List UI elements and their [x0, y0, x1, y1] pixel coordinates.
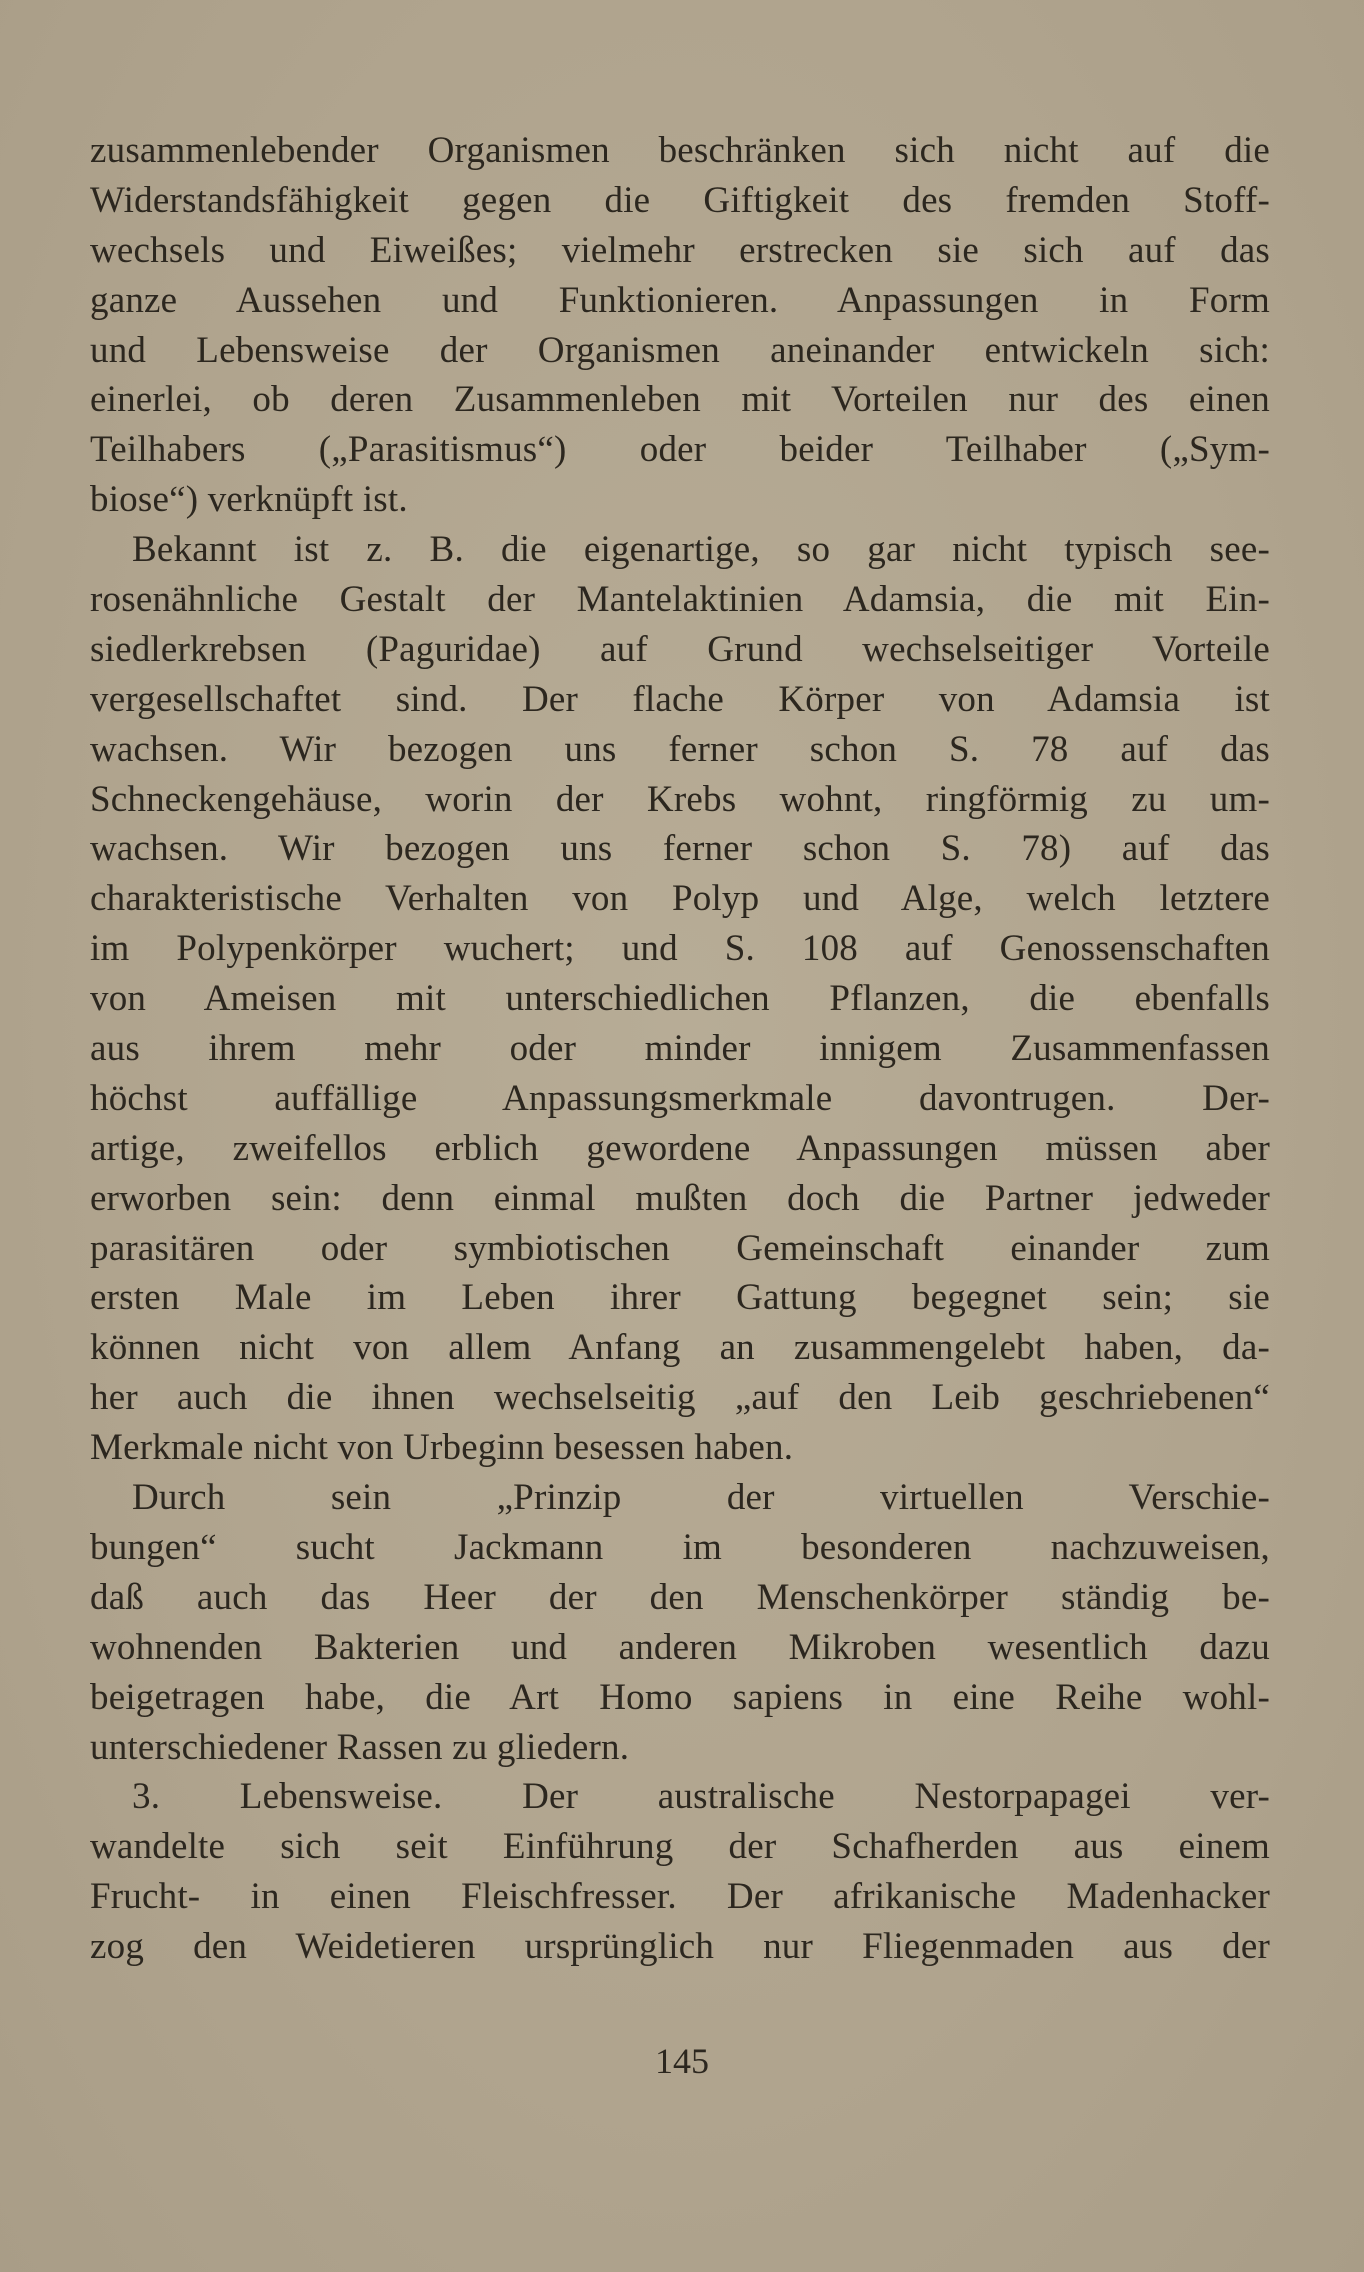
text-line: wechsels und Eiweißes; vielmehr erstrecken sie sich auf das [90, 229, 1270, 271]
text-line: her auch die ihnen wechselseitig „auf den Leib geschriebenen“ [90, 1377, 1270, 1419]
text-line: daß auch das Heer der den Menschenkörper ständig be- [90, 1576, 1270, 1618]
text-line: wachsen. Wir bezogen uns ferner schon S. 78 auf das [90, 728, 1270, 770]
text-line: und Lebensweise der Organismen aneinander entwickeln sich: [90, 329, 1270, 371]
page-number: 145 [655, 2041, 709, 2081]
body-text [90, 126, 1270, 1972]
text-line: wohnenden Bakterien und anderen Mikroben wesentlich dazu [90, 1626, 1270, 1668]
text-line: Bekannt ist z. B. die eigenartige, so gar nicht typisch see- [132, 529, 1270, 571]
text-line: Merkmale nicht von Urbeginn besessen haben. [90, 1427, 794, 1469]
text-line: zusammenlebender Organismen beschränken sich nicht auf die [90, 130, 1270, 171]
text-line: ersten Male im Leben ihrer Gattung begegnet sein; sie [90, 1277, 1270, 1319]
text-line: einerlei, ob deren Zusammenleben mit Vorteilen nur des einen [90, 379, 1270, 421]
text-line: rosenähnliche Gestalt der Mantelaktinien Adamsia, die mit Ein- [90, 579, 1270, 621]
text-line: im Polypenkörper wuchert; und S. 108 auf Genossenschaften [90, 928, 1270, 970]
text-line: wachsen. Wir bezogen uns ferner schon S. 78) auf das [90, 828, 1270, 870]
text-line: erworben sein: denn einmal mußten doch die Partner jedweder [90, 1177, 1270, 1219]
text-line: unterschiedener Rassen zu gliedern. [90, 1726, 630, 1768]
text-line: zog den Weidetieren ursprünglich nur Fliegenmaden aus der [90, 1926, 1270, 1968]
text-line: charakteristische Verhalten von Polyp und Alge, welch letztere [90, 878, 1270, 920]
text-line: von Ameisen mit unterschiedlichen Pflanzen, die ebenfalls [90, 978, 1270, 1020]
text-line: ganze Aussehen und Funktionieren. Anpassungen in Form [90, 279, 1270, 321]
text-line: bungen“ sucht Jackmann im besonderen nachzuweisen, [90, 1526, 1270, 1568]
text-line: höchst auffällige Anpassungsmerkmale davontrugen. Der- [90, 1077, 1270, 1119]
text-line: artige, zweifellos erblich gewordene Anpassungen müssen aber [90, 1127, 1270, 1169]
text-line: aus ihrem mehr oder minder innigem Zusammenfassen [90, 1028, 1270, 1070]
text-line: Widerstandsfähigkeit gegen die Giftigkeit des fremden Stoff- [90, 179, 1270, 221]
text-line: biose“) verknüpft ist. [90, 479, 408, 521]
text-line: Schneckengehäuse, worin der Krebs wohnt, ringförmig zu um- [90, 778, 1270, 820]
text-line: vergesellschaftet sind. Der flache Körper von Adamsia ist [90, 678, 1270, 720]
text-line: siedlerkrebsen (Paguridae) auf Grund wechselseitiger Vorteile [90, 628, 1270, 670]
text-line: Durch sein „Prinzip der virtuellen Verschie- [132, 1477, 1270, 1519]
text-line: parasitären oder symbiotischen Gemeinschaft einander zum [90, 1227, 1270, 1269]
text-line: wandelte sich seit Einführung der Schafherden aus einem [90, 1826, 1270, 1868]
text-line: können nicht von allem Anfang an zusammengelebt haben, da- [90, 1327, 1270, 1369]
text-line: Frucht- in einen Fleischfresser. Der afrikanische Madenhacker [90, 1876, 1270, 1918]
text-line: 3. Lebensweise. Der australische Nestorpapagei ver- [132, 1776, 1270, 1818]
text-line: beigetragen habe, die Art Homo sapiens in eine Reihe wohl- [90, 1676, 1270, 1718]
text-line: Teilhabers („Parasitismus“) oder beider Teilhaber („Sym- [90, 429, 1270, 471]
